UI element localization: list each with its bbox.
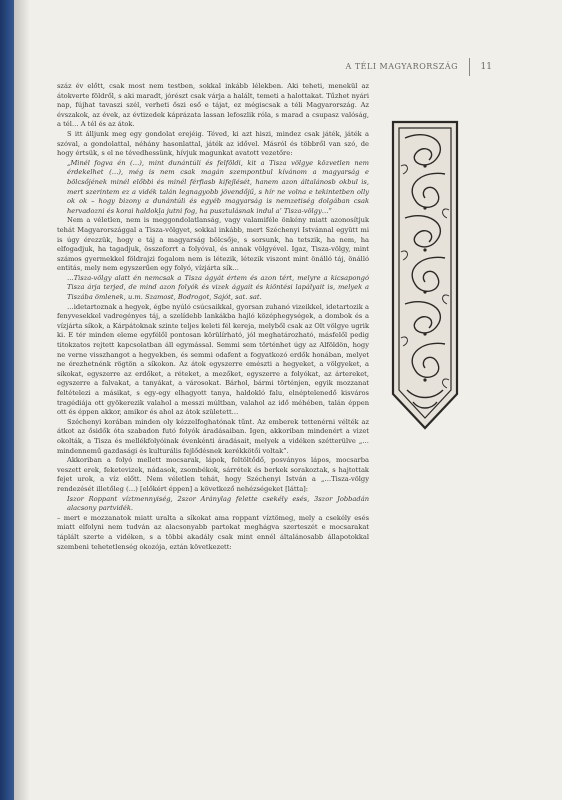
quote-paragraph: Iszor Roppant víztmennyiség, 2szor Aránylag felette csekély esés, 3szor Jobbadán alacsony partvidék. [67, 494, 369, 513]
running-header [240, 60, 540, 76]
quote-paragraph: „Minél fogva én (…), mint dunántúli és felföldi, kit a Tisza völgye közvetlen nem érdekelhet (…), még is nem csak magán szempontbul kívánom a magyarság e bölcsőjének minél előbbi és minél férfiasb kifejlését, hanem azon általánosb okbul is, mert szerintem ez a vidék talán legnagyobb jövendőjű, s hír ne volna e tekintetben olly ok ok – hogy bizony a dunántúli és egyéb magyarság is nemzetiség dolgában csak hervadozni és korai haldokl̲a jutni fog, ha pusztulásnak indul a’ Tisza-völgy…” [67, 158, 369, 215]
carved-ornament-illustration [387, 118, 463, 432]
paragraph: Akkoriban a folyó mellett mocsarak, lápok, feltöltődő, posványos lápos, mocsarba veszett erek, feketevizek, nádasok, zsombékok, sárrétek és berkek sorakoztak, s hajtottak fejet urok, a víz előtt. Nem véletlen tehát, hogy Széchenyi István a „…Tisza-völgy rendezését illetőleg (…) [előkért éppen] a következő nehézségeket [látta]: [57, 456, 369, 493]
paragraph: száz év előtt, csak most nem testben, sokkal inkább lélekben. Aki teheti, menekül az átokverte földről, s aki maradt, jórészt csak várja a halált, temeti a halottakat. Tűzhet nyári nap, fújhat tavaszi szél, verheti őszi eső e tájat, ez mégiscsak a téli Magyarország. Az évszakok, az évek, az évtizedek káprázata lassan lefoszlik róla, s marad a csupasz valóság, a tél… A tél és az átok. [57, 82, 369, 129]
paragraph: …idetartoznak a hegyek, égbe nyúló csúcsaikkal, gyorsan zuhanó vizeikkel, idetartozik a fenyvesekkel vadregényes táj, a szelídebb lankákba hajló középhegységek, a dombok és a vízjárta síkok, a Kárpátoknak szinte teljes keleti fél kereja, melyből csak az Olt völgye ugrik ki. E tér minden eleme egyfélől pontosan körülírható, jól meghatározható, másfelől pedig titokzatos rejtett kapcsolatban áll egymással. Semmi sem történhet úgy az Alföldön, hogy ne verne visszhangot a hegyekben, és semmi odafent a fogyatkozó erdők honában, melyet ne érezhetnénk rögtön a síkokon. Az átok egyszerre emészti a hegyeket, a völgyeket, a síkokat, egyszerre az erdőket, a réteket, a mezőket, egyszerre a folyókat, az ártereket, egyszerre a falvakat, a tanyákat, a városokat. Bárhol, bármi történjen, egyik mozzanat feltételezi a másikat, s egy-egy elhagyott tanya, haldokló falu, elnéptelenedő kisváros tragédiája ott gyökerezik valahol a messzi múltban, valahol az idő méhében, talán éppen ott és éppen akkor, amikor és ahol az átok született… [57, 302, 369, 417]
gutter-shadow [14, 0, 30, 800]
paragraph: S itt álljunk meg egy gondolat erejéig. Téved, ki azt hiszi, mindez csak játék, játék a szóval, a gondolattal, néhány hasonlattal, játék az idővel. Másról és többről van szó, de hogy értsük, s el ne tévedhessünk, hívjuk magunkat avatott vezetőre: [57, 129, 369, 158]
quote-paragraph: …Tisza-völgy alatt én nemcsak a Tisza ágyát értem és azon tért, melyre a kicsapongó Tisza árja terjed, de mind azon folyók és vizek ágyait és kiöntési lapályait is, melyek a Tiszába ömlenek, u.m. Szamost, Bodrogot, Sajót, sat. sat. [67, 273, 369, 302]
header-divider [469, 58, 470, 76]
book-spine [0, 0, 14, 800]
running-title: A TÉLI MAGYARORSZÁG [345, 62, 458, 71]
paragraph: Nem a véletlen, nem is meggondolatlanság, vagy valamiféle önkény miatt azonosítjuk tehát Magyarországgal a Tisza-völgyet, sokkal inkább, mert Széchenyi Istvánnal együtt mi is úgy érezzük, hogy e táj a magyarság bölcsője, s sorsunk, ha tetszik, ha nem, ha elfogadjuk, ha tagadjuk, összeforrt a folyóval, és annak völgyével. Igaz, Tisza-völgy, mint számos gyermekkel földrajzi fogalom nem is létezik, létezik viszont mint önálló táj, önálló entitás, mely nem egyszerűen egy folyó, vízjárta sík… [57, 216, 369, 273]
body-text [57, 82, 369, 552]
paragraph: – mert e mozzanatok miatt uralta a síkokat ama roppant víztömeg, mely a csekély esés miatt elfolyni nem tudván az alacsonyabb partokat meghágva szerteszét e mocsarakat táplált szerte a vidéken, s a többi akadály csak mint ennél általánosabb állapotokkal szembeni tehetetlenség okozója, eztán következett: [57, 513, 369, 551]
page-number: 11 [480, 62, 492, 72]
paragraph: Széchenyi korában minden oly kézzelfoghatónak tűnt. Az emberek tettenérni vélték az átkot az ősidők óta szabadon futó folyók áradásaiban. Igen, akkoriban mindenért a vizet okolták, a Tisza és mellékfolyóinak évenkénti áradásait, melyek a vidéken szétterülve „…mindennemű gazdasági és kulturális fejlődésnek kerékkötői voltak”. [57, 417, 369, 455]
